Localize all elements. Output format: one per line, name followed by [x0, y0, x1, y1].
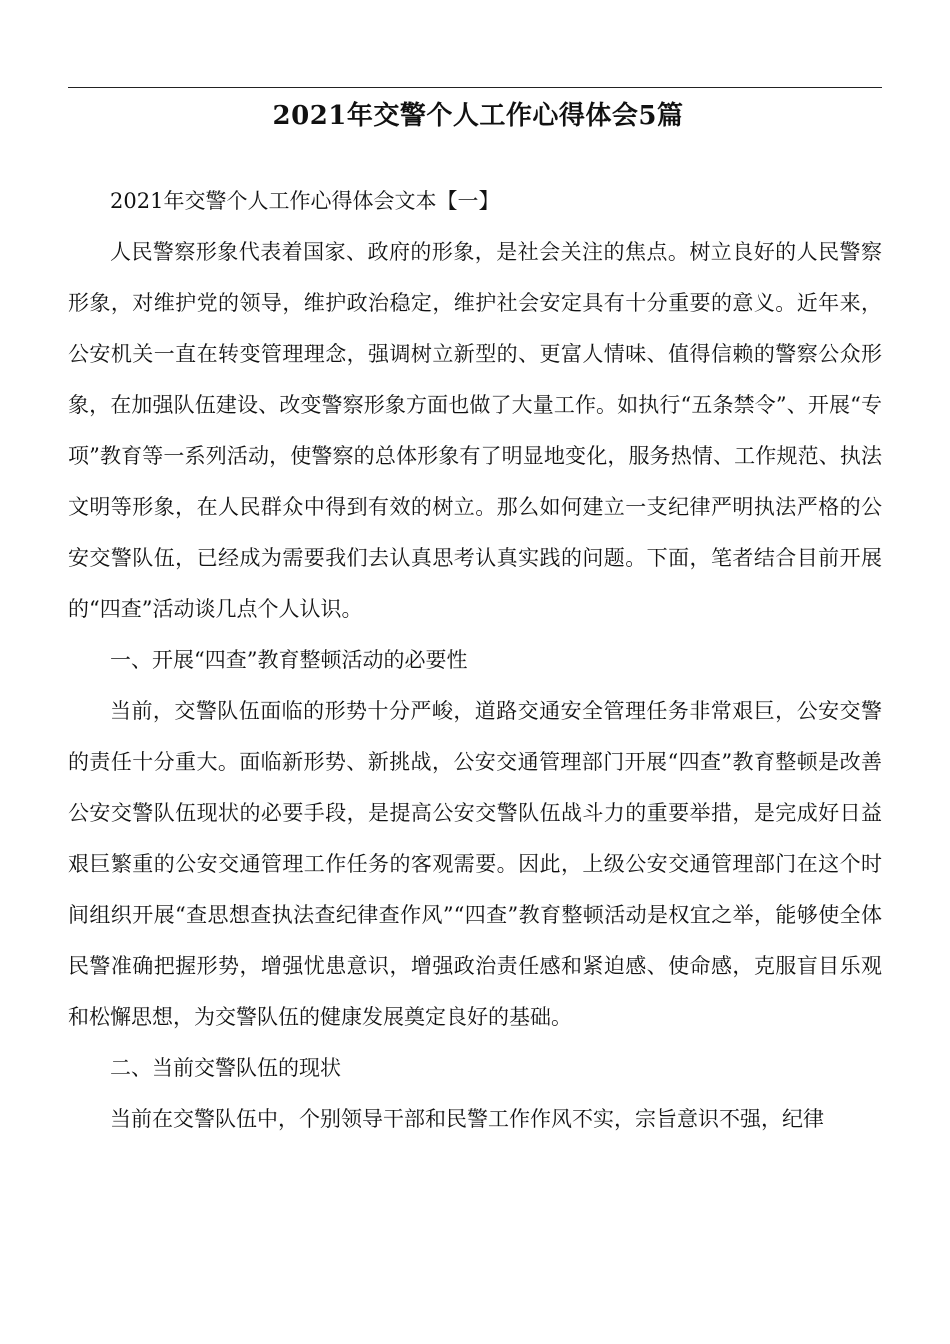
- subheading-status: 二、当前交警队伍的现状: [110, 1056, 341, 1080]
- section-heading: 2021年交警个人工作心得体会文本【一】: [110, 189, 500, 213]
- paragraph-intro: 人民警察形象代表着国家、政府的形象，是社会关注的焦点。树立良好的人民警察形象，对维护党的领导，维护政治稳定，维护社会安定具有十分重要的意义。近年来，公安机关一直在转变管理理念，强调树立新型的、更富人情味、值得信赖的警察公众形象，在加强队伍建设、改变警察形象方面也做了大量工作。如执行“五条禁令”、开展“专项”教育等一系列活动，使警察的总体形象有了明显地变化，服务热情、工作规范、执法文明等形象，在人民群众中得到有效的树立。那么如何建立一支纪律严明执法严格的公安交警队伍，已经成为需要我们去认真思考认真实践的问题。下面，笔者结合目前开展的“四查”活动谈几点个人认识。: [68, 240, 882, 621]
- document-body: [68, 176, 882, 1145]
- document-title: 2021年交警个人工作心得体会5篇: [272, 101, 684, 131]
- paragraph-status: 当前在交警队伍中，个别领导干部和民警工作作风不实，宗旨意识不强，纪律: [110, 1107, 824, 1131]
- paragraph-necessity: 当前，交警队伍面临的形势十分严峻，道路交通安全管理任务非常艰巨，公安交警的责任十分重大。面临新形势、新挑战，公安交通管理部门开展“四查”教育整顿是改善公安交警队伍现状的必要手段，是提高公安交警队伍战斗力的重要举措，是完成好日益艰巨繁重的公安交通管理工作任务的客观需要。因此，上级公安交通管理部门在这个时间组织开展“查思想查执法查纪律查作风”“四查”教育整顿活动是权宜之举，能够使全体民警准确把握形势，增强忧患意识，增强政治责任感和紧迫感、使命感，克服盲目乐观和松懈思想，为交警队伍的健康发展奠定良好的基础。: [68, 699, 882, 1029]
- header-rule: [68, 87, 882, 88]
- subheading-necessity: 一、开展“四查”教育整顿活动的必要性: [110, 648, 468, 672]
